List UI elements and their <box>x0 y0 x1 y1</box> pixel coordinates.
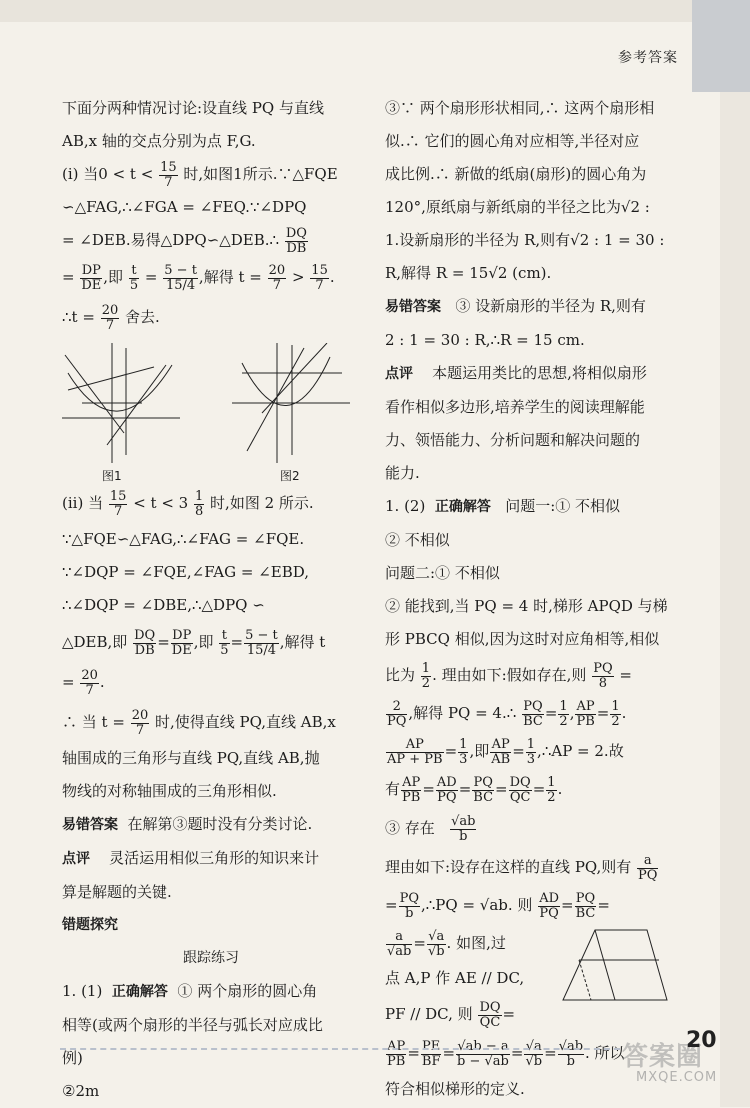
correct-answer-label: 正确解答 <box>111 984 168 1000</box>
fraction: $\frac{20}{7}$ <box>101 302 119 333</box>
figure-diagrams <box>62 343 362 473</box>
correct-answer-label: 正确解答 <box>434 499 491 515</box>
text-line: ∴∠DQP = ∠DBE,∴△DPQ ∽ <box>62 596 265 614</box>
fraction: $\frac{DQ}{DB}$ <box>285 225 307 256</box>
fraction: $\frac{PQ}{8}$ <box>593 660 613 691</box>
fraction: $\frac{AP}{PB}$ <box>576 698 595 729</box>
text-line: ② 不相似 <box>385 531 450 549</box>
text-line: $\frac{AP}{PB}$ = $\frac{PE}{BF}$ = $\frac{√ab - a}{b - √ab}$ = $\frac{√a}{√b}$ = $\frac{√ab}{b}$ . 所以 <box>387 1038 625 1069</box>
watermark-url: MXQE.COM <box>636 1070 718 1085</box>
text-line: ③∵ 两个扇形形状相同,∴ 这两个扇形相 <box>385 99 655 117</box>
text-line: 形 PBCQ 相似,因为这时对应角相等,相似 <box>385 630 660 648</box>
text-line: 力、领悟能力、分析问题和解决问题的 <box>385 431 641 449</box>
text-line: 物线的对称轴围成的三角形相似. <box>62 782 277 800</box>
fraction: $\frac{15}{7}$ <box>160 159 177 190</box>
fraction: $\frac{1}{2}$ <box>559 698 568 729</box>
text-line: $\frac{2}{PQ}$ ,解得 PQ = 4.∴ $\frac{PQ}{BC}$ = $\frac{1}{2}$ , $\frac{AP}{PB}$ = $\frac{1}{2}$ . <box>387 698 627 729</box>
comment-label: 点评 <box>62 851 90 867</box>
fraction: $\frac{1}{2}$ <box>547 774 556 805</box>
text-line: 120°,原纸扇与新纸扇的半径之比为√2 : <box>385 198 650 216</box>
text-line: 点评 灵活运用相似三角形的知识来计 <box>62 849 320 867</box>
text-line: 易错答案 ③ 设新扇形的半径为 R,则有 <box>385 297 646 315</box>
side-tab <box>692 0 750 92</box>
text-line: = $\frac{PQ}{b}$ ,∴PQ = √ab. 则 $\frac{AD}{PQ}$ = $\frac{PQ}{BC}$ = <box>385 890 610 921</box>
text-line: = $\frac{DP}{DE}$ ,即 $\frac{t}{5}$ = $\frac{5 - t}{15/4}$ ,解得 t = $\frac{20}{7}$ > $\frac{15}{7}$ . <box>62 262 335 293</box>
fraction: $\frac{DQ}{QC}$ <box>509 774 531 805</box>
fraction: $\frac{AP}{PB}$ <box>387 1038 406 1069</box>
fraction: $\frac{1}{2}$ <box>611 698 620 729</box>
fraction: $\frac{a}{√ab}$ <box>387 928 412 959</box>
fraction: $\frac{DQ}{QC}$ <box>479 999 501 1030</box>
text-line: ∴ 当 t = $\frac{20}{7}$ 时,使得直线 PQ,直线 AB,x <box>62 707 336 738</box>
text-line: ② 能找到,当 PQ = 4 时,梯形 APQD 与梯 <box>385 597 668 615</box>
watermark: 答案圈 <box>622 1042 704 1072</box>
wrong-answer-label: 易错答案 <box>385 299 441 315</box>
text-line: 点评 本题运用类比的思想,将相似扇形 <box>385 364 647 382</box>
text-line: 轴围成的三角形与直线 PQ,直线 AB,抛 <box>62 749 320 767</box>
fraction: $\frac{1}{3}$ <box>526 736 536 767</box>
text-line: 1. (2) 正确解答 问题一:① 不相似 <box>385 497 621 515</box>
fraction: $\frac{15}{7}$ <box>311 262 328 293</box>
fraction: $\frac{√ab}{b}$ <box>558 1038 584 1069</box>
comment-label: 点评 <box>385 366 413 382</box>
text-line: 例) <box>62 1049 83 1067</box>
fraction: $\frac{DQ}{DB}$ <box>134 627 156 658</box>
figure-1-caption: 图1 <box>102 469 122 483</box>
text-line: AB,x 轴的交点分别为点 F,G. <box>62 132 256 150</box>
left-column <box>62 92 360 1108</box>
fraction: $\frac{PQ}{BC}$ <box>575 890 596 921</box>
text-line: ∽△FAG,∴∠FGA = ∠FEQ.∵∠DPQ <box>62 198 307 216</box>
section-title: 错题探究 <box>62 917 118 933</box>
fraction: $\frac{DP}{DE}$ <box>171 627 192 658</box>
fraction: $\frac{20}{7}$ <box>81 667 98 698</box>
text-line: 易错答案 在解第③题时没有分类讨论. <box>62 815 313 833</box>
text-line: ∴t = $\frac{20}{7}$ 舍去. <box>62 302 160 333</box>
figure-2 <box>232 343 350 463</box>
text-line: 能力. <box>385 464 420 482</box>
fraction: $\frac{DP}{DE}$ <box>81 262 102 293</box>
fraction: $\frac{PQ}{b}$ <box>399 890 419 921</box>
fraction: $\frac{AP}{AB}$ <box>491 736 511 767</box>
text-line: 有 $\frac{AP}{PB}$ = $\frac{AD}{PQ}$ = $\frac{PQ}{BC}$ = $\frac{DQ}{QC}$ = $\frac{1}{2}$ . <box>385 774 563 805</box>
fraction: $\frac{5 - t}{15/4}$ <box>245 627 278 658</box>
text-line: 符合相似梯形的定义. <box>385 1080 525 1098</box>
fraction: $\frac{PQ}{BC}$ <box>473 774 494 805</box>
fraction: $\frac{20}{7}$ <box>131 707 149 738</box>
subsection-title: 跟踪练习 <box>183 950 239 966</box>
text-line: (i) 当0 < t < $\frac{15}{7}$ 时,如图1所示.∵△FQE <box>62 159 338 190</box>
text-line: $\frac{a}{√ab}$ = $\frac{√a}{√b}$ . 如图,过 <box>387 928 506 959</box>
fraction: $\frac{1}{3}$ <box>459 736 468 767</box>
fraction: $\frac{AP}{PB}$ <box>402 774 421 805</box>
text-line: 比为 $\frac{1}{2}$ . 理由如下:假如存在,则 $\frac{PQ}{8}$ = <box>385 660 632 691</box>
fraction: $\frac{15}{7}$ <box>109 488 127 519</box>
fraction: $\frac{PQ}{BC}$ <box>523 698 543 729</box>
fraction: $\frac{1}{2}$ <box>421 660 431 691</box>
text-line: = $\frac{20}{7}$ . <box>62 667 105 698</box>
fraction: $\frac{1}{8}$ <box>194 488 204 519</box>
section-header: 参考答案 <box>618 50 678 66</box>
fraction: $\frac{√ab - a}{b - √ab}$ <box>457 1038 509 1069</box>
text-line: 下面分两种情况讨论:设直线 PQ 与直线 <box>62 99 324 117</box>
text-line: 1. (1) 正确解答 ① 两个扇形的圆心角 <box>62 982 318 1000</box>
text-line: 似.∴ 它们的圆心角对应相等,半径对应 <box>385 132 640 150</box>
text-line: △DEB,即 $\frac{DQ}{DB}$ = $\frac{DP}{DE}$ ,即 $\frac{t}{5}$ = $\frac{5 - t}{15/4}$ ,解得 t <box>62 627 326 658</box>
page-number: 20 <box>686 1028 717 1053</box>
text-line: 点 A,P 作 AE // DC, <box>385 969 525 987</box>
fraction: $\frac{AD}{PQ}$ <box>436 774 457 805</box>
text-line: 2 : 1 = 30 : R,∴R = 15 cm. <box>385 331 585 349</box>
figure-1 <box>62 343 180 463</box>
text-line: (ii) 当 $\frac{15}{7}$ < t < 3 $\frac{1}{8}$ 时,如图 2 所示. <box>62 488 314 519</box>
fraction: $\frac{PE}{BF}$ <box>421 1038 441 1069</box>
footer-divider <box>60 1048 620 1056</box>
fraction: $\frac{2}{PQ}$ <box>387 698 407 729</box>
figure-2-caption: 图2 <box>280 469 300 483</box>
fraction: $\frac{t}{5}$ <box>129 262 139 293</box>
text-line: ∵△FQE∽△FAG,∴∠FAG = ∠FQE. <box>62 530 305 548</box>
right-column <box>385 92 685 1106</box>
text-line: = ∠DEB.易得△DPQ∽△DEB.∴ $\frac{DQ}{DB}$ <box>62 225 307 256</box>
text-line: 理由如下:设存在这样的直线 PQ,则有 $\frac{a}{PQ}$ <box>385 852 658 883</box>
fraction: $\frac{AP}{AP + PB}$ <box>387 736 443 767</box>
figures <box>62 343 360 483</box>
fraction: $\frac{20}{7}$ <box>268 262 286 293</box>
header-band <box>0 0 750 22</box>
fraction: $\frac{AD}{PQ}$ <box>539 890 560 921</box>
text-line: ②2m <box>62 1082 100 1100</box>
fraction: $\frac{√ab}{b}$ <box>451 813 476 844</box>
text-line: PF // DC, 则 $\frac{DQ}{QC}$ = <box>385 999 516 1030</box>
text-line: 相等(或两个扇形的半径与弧长对应成比 <box>62 1016 323 1034</box>
text-line: 问题二:① 不相似 <box>385 564 500 582</box>
text-line: ∵∠DQP = ∠FQE,∠FAG = ∠EBD, <box>62 563 310 581</box>
fraction: $\frac{5 - t}{15/4}$ <box>164 262 197 293</box>
fraction: $\frac{t}{5}$ <box>220 627 229 658</box>
text-line: $\frac{AP}{AP + PB}$ = $\frac{1}{3}$ ,即 $\frac{AP}{AB}$ = $\frac{1}{3}$ ,∴AP = 2.故 <box>387 736 624 767</box>
fraction: $\frac{a}{PQ}$ <box>638 852 658 883</box>
text-line: 看作相似多边形,培养学生的阅读理解能 <box>385 398 645 416</box>
wrong-answer-label: 易错答案 <box>62 817 118 833</box>
side-edge <box>720 92 750 1107</box>
text-line: ③ 存在 $\frac{√ab}{b}$ <box>385 813 476 844</box>
text-line: 成比例.∴ 新做的纸扇(扇形)的圆心角为 <box>385 165 647 183</box>
text-line: 1.设新扇形的半径为 R,则有√2 : 1 = 30 : <box>385 231 665 249</box>
text-line: 算是解题的关键. <box>62 883 172 901</box>
fraction: $\frac{√a}{√b}$ <box>427 928 445 959</box>
fraction: $\frac{√a}{√b}$ <box>525 1038 543 1069</box>
trapezoid-diagram <box>555 922 685 1012</box>
text-line: R,解得 R = 15√2 (cm). <box>385 264 552 282</box>
